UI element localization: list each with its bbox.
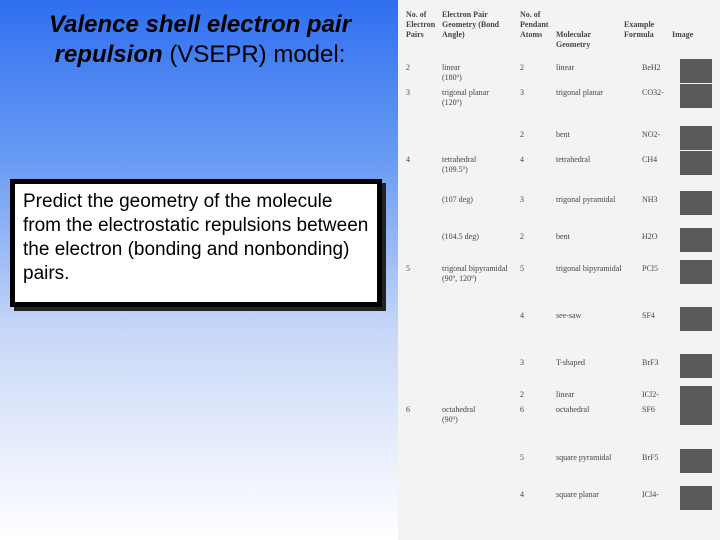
header-molecular: Molecular Geometry — [556, 30, 591, 49]
row-4-pendant: 4 — [520, 155, 524, 164]
row-2-molecule-image — [680, 84, 712, 108]
slide-title — [10, 10, 390, 70]
row-9-formula: BrF3 — [642, 358, 659, 367]
row-7-angle: (90º, 120º) — [442, 274, 477, 283]
row-12-pendant: 5 — [520, 453, 524, 462]
row-9-pendant: 3 — [520, 358, 524, 367]
row-6-pendant: 2 — [520, 232, 524, 241]
row-3-formula: NO2- — [642, 130, 661, 139]
row-1-pendant: 2 — [520, 63, 524, 72]
row-3-molecular: bent — [556, 130, 570, 139]
row-6-geometry: (104.5 deg) — [442, 232, 479, 241]
row-11-pendant: 6 — [520, 405, 524, 414]
vsepr-table-image — [398, 0, 720, 540]
row-11-pairs: 6 — [406, 405, 410, 414]
row-9-molecule-image — [680, 354, 712, 378]
row-12-formula: BrF5 — [642, 453, 659, 462]
title-line1: Valence shell electron pair — [49, 11, 351, 38]
row-7-molecular: trigonal bipyramidal — [556, 264, 622, 273]
row-2-molecular: trigonal planar — [556, 88, 603, 97]
row-1-molecule-image — [680, 59, 712, 83]
header-pendant: No. of Pendant Atoms — [520, 10, 549, 39]
row-5-molecular: trigonal pyramidal — [556, 195, 616, 204]
row-6-formula: H2O — [642, 232, 658, 241]
row-11-formula: SF6 — [642, 405, 655, 414]
row-4-formula: CH4 — [642, 155, 658, 164]
row-7-geometry: trigonal bipyramidal — [442, 264, 508, 273]
row-3-molecule-image — [680, 126, 712, 150]
row-6-molecule-image — [680, 228, 712, 252]
header-formula: Example Formula — [624, 20, 655, 39]
row-4-molecule-image — [680, 151, 712, 175]
row-2-geometry: trigonal planar — [442, 88, 489, 97]
header-pairs: No. of Electron Pairs — [406, 10, 436, 39]
row-9-molecular: T-shaped — [556, 358, 586, 367]
row-6-molecular: bent — [556, 232, 570, 241]
row-2-formula: CO32- — [642, 88, 664, 97]
row-1-formula: BeH2 — [642, 63, 661, 72]
row-12-molecular: square pyramidal — [556, 453, 612, 462]
row-2-pendant: 3 — [520, 88, 524, 97]
row-7-pairs: 5 — [406, 264, 410, 273]
row-7-pendant: 5 — [520, 264, 524, 273]
row-4-angle: (109.5º) — [442, 165, 468, 174]
row-11-geometry: octahedral — [442, 405, 476, 414]
row-1-molecular: linear — [556, 63, 575, 72]
row-10-molecular: linear — [556, 390, 575, 399]
row-13-formula: ICl4- — [642, 490, 659, 499]
row-1-angle: (180º) — [442, 73, 462, 82]
description-box — [10, 179, 382, 307]
row-2-angle: (120º) — [442, 98, 462, 107]
row-8-pendant: 4 — [520, 311, 524, 320]
row-5-geometry: (107 deg) — [442, 195, 473, 204]
row-7-formula: PCl5 — [642, 264, 659, 273]
row-13-molecular: square planar — [556, 490, 599, 499]
row-5-formula: NH3 — [642, 195, 658, 204]
row-11-molecular: octahedral — [556, 405, 590, 414]
row-13-pendant: 4 — [520, 490, 524, 499]
row-10-formula: ICl2- — [642, 390, 659, 399]
row-2-pairs: 3 — [406, 88, 410, 97]
row-8-molecular: see-saw — [556, 311, 582, 320]
title-line2-rest: (VSEPR) model: — [169, 41, 346, 68]
row-12-molecule-image — [680, 449, 712, 473]
row-3-pendant: 2 — [520, 130, 524, 139]
row-11-angle: (90º) — [442, 415, 458, 424]
row-4-geometry: tetrahedral — [442, 155, 477, 164]
row-8-molecule-image — [680, 307, 712, 331]
row-7-molecule-image — [680, 260, 712, 284]
row-5-pendant: 3 — [520, 195, 524, 204]
header-image: Image — [672, 30, 694, 39]
row-13-molecule-image — [680, 486, 712, 510]
title-line2-italic: repulsion — [54, 41, 163, 68]
header-geometry: Electron Pair Geometry (Bond Angle) — [442, 10, 500, 39]
row-4-molecular: tetrahedral — [556, 155, 591, 164]
row-8-formula: SF4 — [642, 311, 655, 320]
description-text: Predict the geometry of the molecule from the electrostatic repulsions between the electron (bonding and nonbonding) pairs. — [23, 191, 369, 284]
row-5-molecule-image — [680, 191, 712, 215]
row-10-pendant: 2 — [520, 390, 524, 399]
row-1-pairs: 2 — [406, 63, 410, 72]
row-1-geometry: linear — [442, 63, 461, 72]
row-11-molecule-image — [680, 401, 712, 425]
row-4-pairs: 4 — [406, 155, 410, 164]
